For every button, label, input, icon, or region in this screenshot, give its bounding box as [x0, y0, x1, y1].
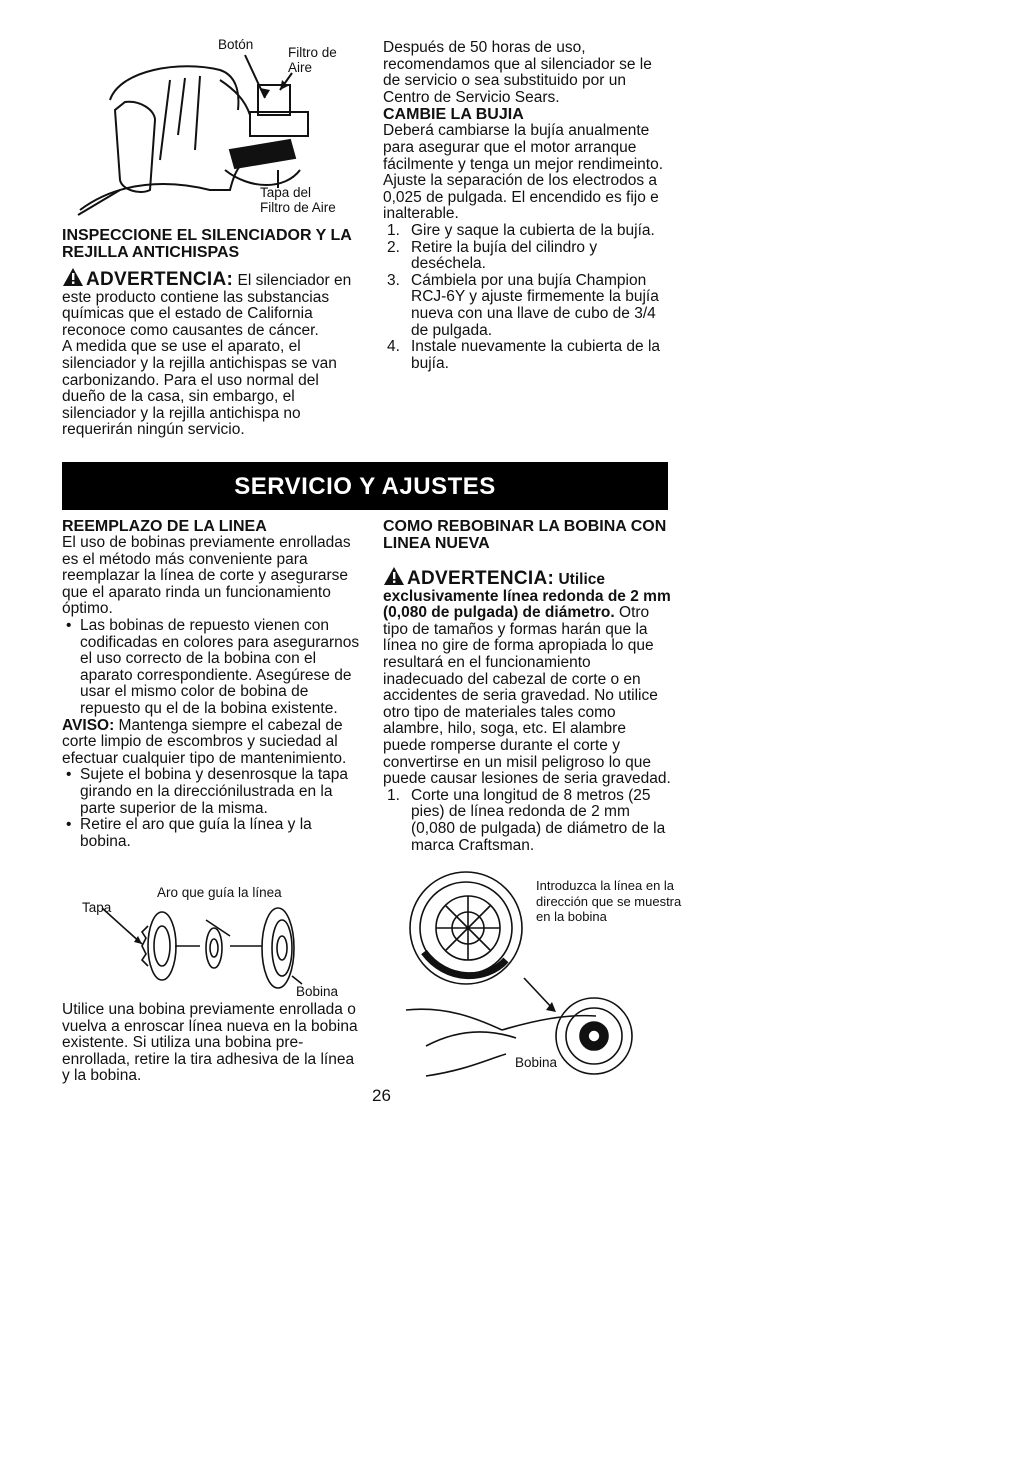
warning-text: El silenciador en este producto contiene las substancias químicas que el estado de California reconoce como causantes de cáncer. [62, 272, 352, 339]
list-item: 4. Instale nuevamente la cubierta de la bujía. [387, 338, 661, 372]
warning-triangle-icon [62, 267, 84, 287]
heading-rebobinar: COMO REBOBINAR LA BOBINA CON LINEA NUEVA [383, 518, 667, 552]
heading-bujia: CAMBIE LA BUJIA [383, 106, 524, 124]
label-filtro-de-aire: Filtro de Aire [288, 45, 337, 75]
left-bottom-section [62, 518, 362, 850]
list-item: • Retire el aro que guía la línea y la bobina. [62, 817, 362, 850]
label-bobina-right: Bobina [515, 1055, 558, 1070]
paragraph-carbonizando: A medida que se use el aparato, el silenciador y la rejilla antichispas se van carbonizando. Para el uso normal del dueño de la casa, sin embargo, el silenciador y la rejilla antichispa no requerirán ningún servicio. [62, 338, 337, 439]
label-boton: Botón [218, 37, 254, 52]
aviso-label: AVISO: [62, 716, 115, 734]
spool-parts-figure [80, 896, 320, 996]
bullet-list-2 [62, 767, 362, 850]
warning-silenciador [62, 267, 362, 339]
right-bottom-section [383, 518, 673, 854]
spool-parts-illustration [80, 896, 320, 996]
warning-label: ADVERTENCIA: [86, 269, 234, 290]
left-bottom-paragraph [62, 1002, 362, 1085]
label-tapa-del-filtro: Tapa del Filtro de Aire [260, 185, 336, 215]
label-introduzca: Introduzca la línea en la dirección que se muestra en la bobina [536, 878, 682, 924]
heading-reemplazo: REEMPLAZO DE LA LINEA [62, 518, 267, 535]
label-aro: Aro que guía la línea [157, 885, 282, 900]
rebobinar-steps [383, 788, 673, 854]
list-item: 3. Cámbiela por una bujía Champion RCJ-6Y y ajuste firmemente la bujía nueva con una llave de cubo de 3/4 de pulgada. [387, 271, 659, 339]
paragraph-50-horas: Después de 50 horas de uso, recomendamos que al silenciador se le de servicio o sea substituido por un Centro de Servicio Sears. [383, 39, 652, 106]
section-banner: SERVICIO Y AJUSTES [62, 462, 668, 510]
warning-label: ADVERTENCIA: [407, 568, 555, 589]
page-number: 26 [372, 1086, 391, 1105]
list-item: • Las bobinas de repuesto vienen con codificadas en colores para asegurarnos el uso correcto de la bobina con el aparato correspondiente. Asegúrese de usar el mismo color de bobina de repuesto qu el de la bobina existente. [62, 618, 362, 718]
left-top-section [62, 227, 362, 439]
list-item: • Sujete el bobina y desenrosque la tapa girando en la direcciónilustrada en la parte superior de la misma. [62, 767, 362, 817]
list-item: 2. Retire la bujía del cilindro y deséchela. [387, 238, 598, 273]
aviso: AVISO: Mantenga siempre el cabezal de corte limpio de escombros y suciedad al efectuar cualquier tipo de mantenimiento. [62, 716, 347, 767]
label-tapa: Tapa [82, 900, 112, 915]
bujia-steps [383, 223, 673, 372]
bullet-list-1 [62, 618, 362, 718]
label-bobina-left: Bobina [296, 984, 339, 999]
paragraph-bobinas: El uso de bobinas previamente enrolladas es el método más conveniente para reemplazar la línea de corte y asegurarse que el aparato rinda un funcionamiento óptimo. [62, 534, 351, 618]
list-item: 1. Gire y saque la cubierta de la bujía. [387, 221, 655, 239]
warning-triangle-icon [383, 566, 405, 586]
paragraph-bujia: Deberá cambiarse la bujía anualmente para asegurar que el motor arranque fácilmente y tenga un mejor rendimeinto. Ajuste la separación de los electrodos a 0,025 de pulgada. El encendido es fijo e inalterable. [383, 122, 664, 223]
heading-silenciador: INSPECCIONE EL SILENCIADOR Y LA REJILLA ANTICHISPAS [62, 227, 352, 261]
paragraph-bobina-previamente: Utilice una bobina previamente enrollada o vuelva a enroscar línea nueva en la bobina existente. Si utiliza una bobina pre-enrollada, retire la tira adhesiva de la línea y la bobina. [62, 1001, 358, 1085]
list-item: 1. Corte una longitud de 8 metros (25 pies) de línea redonda de 2 mm (0,080 de pulgada) de diámetro de la marca Craftsman. [387, 786, 666, 854]
warning-linea: ADVERTENCIA: Utilice exclusivamente línea redonda de 2 mm (0,080 de pulgada) de diámetro. Otro tipo de tamaños y formas harán que la línea no gire de forma apropiada lo que resultará en el funcionamiento inadecuado del cabezal de corte o en accidentes de seria gravedad. No utilice otro tipo de materiales tales como alambre, hilo, soga, etc. El alambre puede romperse durante el corte y convertirse en un misil peligroso lo que puede causar lesiones de seria gravedad. [383, 568, 671, 788]
right-top-section [383, 40, 673, 372]
